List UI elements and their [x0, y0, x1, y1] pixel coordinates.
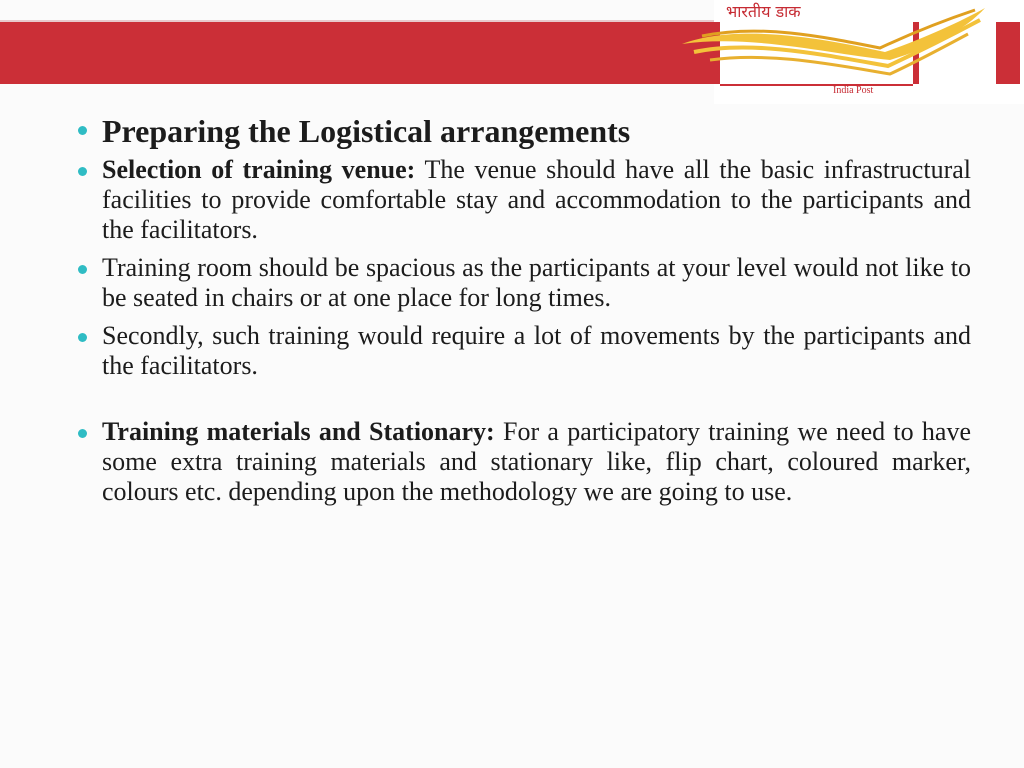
heading-text: Preparing the Logistical arrangements: [102, 113, 631, 149]
logo-hindi-text: भारतीय डाक: [726, 2, 801, 21]
bullet-training-room-text: Training room should be spacious as the participants at your level would not like to be seated in chairs or at one place for long times.: [102, 253, 971, 312]
bullet-dot-icon: [78, 126, 87, 135]
slide-heading: [78, 112, 971, 150]
bullet-movements-text: Secondly, such training would require a lot of movements by the participants and the facilitators.: [102, 321, 971, 380]
bullet-movements: [78, 321, 971, 381]
bullet-venue: [78, 155, 971, 245]
bullet-dot-icon: [78, 429, 87, 438]
bullet-materials-text: For a participatory training we need to have some extra training materials and stationary like, flip chart, coloured marker, colours etc. depending upon the methodology we are going to use.: [102, 417, 972, 506]
bullet-training-room: [78, 253, 971, 313]
logo-english-text: India Post: [833, 85, 874, 96]
bullet-venue-text: The venue should have all the basic infrastructural facilities to provide comfortable stay and accommodation to the participants and the facilitators.: [102, 155, 971, 244]
bullet-dot-icon: [78, 333, 87, 342]
bullet-dot-icon: [78, 167, 87, 176]
bullet-venue-bold: Selection of training venue:: [102, 155, 416, 184]
bullet-dot-icon: [78, 265, 87, 274]
slide-content: [78, 112, 971, 507]
india-post-logo: [680, 0, 1024, 104]
bullet-materials-bold: Training materials and Stationary:: [102, 417, 495, 446]
bullet-materials: [78, 417, 971, 507]
